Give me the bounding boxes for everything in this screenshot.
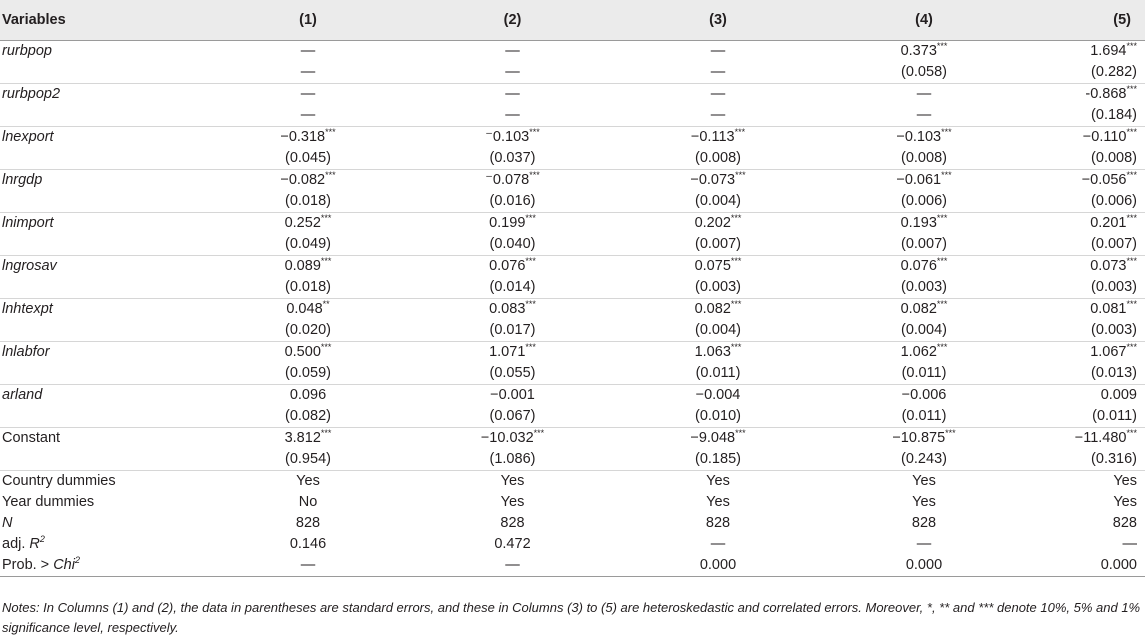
- se-row: [0, 148, 1145, 170]
- coef-value: 0.075: [694, 257, 731, 274]
- stat-cell: Yes: [296, 472, 320, 489]
- stat-label-symbol: Chi: [53, 556, 75, 573]
- stat-cell: Yes: [912, 493, 936, 510]
- significance-stars: ***: [320, 212, 332, 223]
- coef-value: −11.480: [1074, 429, 1127, 446]
- coef-value: 0.048: [286, 300, 323, 317]
- se-cell: (0.282): [1091, 63, 1137, 80]
- se-cell: (0.049): [285, 235, 331, 252]
- se-row: [0, 363, 1145, 385]
- variable-label-empty: [0, 320, 206, 342]
- stat-cell: 0.000: [905, 556, 943, 573]
- se-cell: (0.018): [285, 278, 331, 295]
- coef-value: 1.063: [694, 343, 731, 360]
- stat-cell: —: [710, 535, 726, 552]
- se-row: [0, 277, 1145, 299]
- coef-cell: [615, 126, 821, 148]
- coef-cell: [1027, 126, 1145, 148]
- stat-cell: 828: [705, 514, 731, 531]
- coef-cell: [206, 255, 410, 277]
- se-row: [0, 234, 1145, 256]
- stat-label-superscript: 2: [74, 554, 80, 565]
- se-cell: (0.007): [901, 235, 947, 252]
- significance-stars: ***: [730, 212, 742, 223]
- se-cell: (0.004): [695, 321, 741, 338]
- variable-label: lngrosav: [2, 257, 57, 274]
- se-cell: (0.243): [901, 450, 947, 467]
- coef-value: 1.071: [489, 343, 526, 360]
- coef-cell: [821, 298, 1027, 320]
- stat-cell: 0.000: [699, 556, 737, 573]
- coef-row: [0, 255, 1145, 277]
- coef-value: 0.201: [1090, 214, 1127, 231]
- se-cell: (0.004): [901, 321, 947, 338]
- se-cell: (0.017): [489, 321, 536, 338]
- se-cell: —: [300, 63, 316, 80]
- coef-cell: −0.004: [695, 386, 741, 403]
- variable-label-empty: [0, 406, 206, 428]
- significance-stars: ***: [1126, 341, 1137, 352]
- header-row: [0, 0, 1145, 40]
- se-cell: (0.040): [489, 235, 536, 252]
- coef-value: 0.373: [900, 42, 937, 59]
- stat-cell: No: [298, 493, 318, 510]
- significance-stars: ***: [320, 427, 332, 438]
- significance-stars: ***: [1126, 255, 1137, 266]
- significance-stars: ***: [1126, 169, 1137, 180]
- se-cell: (0.011): [901, 364, 947, 381]
- se-cell: (0.006): [901, 192, 947, 209]
- significance-stars: ***: [936, 212, 948, 223]
- se-cell: (0.006): [1091, 192, 1137, 209]
- coef-row: [0, 169, 1145, 191]
- header-col-5: (5): [1027, 0, 1145, 40]
- coef-value: −9.048: [690, 429, 736, 446]
- significance-stars: ***: [936, 40, 948, 51]
- variable-label: lnlabfor: [2, 343, 50, 360]
- coef-cell: [1027, 255, 1145, 277]
- stat-cell: Yes: [912, 472, 936, 489]
- significance-stars: ***: [320, 255, 332, 266]
- coef-value: 3.812: [284, 429, 321, 446]
- significance-stars: ***: [730, 298, 742, 309]
- se-cell: (0.003): [1091, 321, 1137, 338]
- stat-cell: Yes: [706, 493, 730, 510]
- significance-stars: ***: [1126, 40, 1137, 51]
- stat-label: [0, 470, 206, 492]
- table-body: [0, 40, 1145, 576]
- coef-cell: −0.001: [490, 386, 535, 403]
- coef-value: −0.056: [1081, 171, 1127, 188]
- coef-cell: [206, 427, 410, 449]
- variable-label: lnimport: [2, 214, 54, 231]
- se-row: [0, 449, 1145, 471]
- se-cell: (0.007): [695, 235, 741, 252]
- significance-stars: ***: [941, 169, 952, 180]
- coef-cell: [1027, 169, 1145, 191]
- coef-cell: [615, 255, 821, 277]
- coef-cell: [410, 341, 615, 363]
- coef-value: −10.875: [892, 429, 946, 446]
- se-row: [0, 320, 1145, 342]
- stat-cell: Yes: [500, 472, 525, 489]
- stat-label: [0, 534, 206, 555]
- coef-cell: —: [710, 42, 726, 59]
- variable-label: lnrgdp: [2, 171, 43, 188]
- stat-cell: 828: [911, 514, 937, 531]
- se-cell: (0.020): [285, 321, 331, 338]
- coef-value: ⁻0.078: [485, 171, 530, 188]
- se-row: [0, 191, 1145, 213]
- stat-label-text: Country dummies: [2, 472, 116, 489]
- coef-value: −0.113: [690, 128, 735, 145]
- variable-label-empty: [0, 277, 206, 299]
- stat-label-prefix: adj.: [2, 535, 30, 552]
- stat-cell: 0.146: [289, 535, 327, 552]
- coef-value: 0.089: [284, 257, 321, 274]
- se-cell: —: [300, 106, 316, 123]
- coef-cell: [410, 255, 615, 277]
- coef-value: 0.082: [900, 300, 937, 317]
- variable-label-empty: [0, 105, 206, 127]
- coef-value: −0.082: [280, 171, 326, 188]
- significance-stars: ***: [936, 255, 948, 266]
- stat-cell: Yes: [1113, 493, 1137, 510]
- coef-value: 0.252: [284, 214, 321, 231]
- coef-value: −0.073: [690, 171, 736, 188]
- stat-cell: —: [916, 535, 932, 552]
- coef-cell: [821, 169, 1027, 191]
- coef-cell: [410, 212, 615, 234]
- se-cell: —: [710, 63, 726, 80]
- coef-cell: —: [505, 85, 520, 102]
- stat-cell: Yes: [1113, 472, 1137, 489]
- se-row: [0, 62, 1145, 84]
- se-cell: (0.008): [901, 149, 947, 166]
- coef-value: 1.694: [1090, 42, 1127, 59]
- se-cell: (0.954): [285, 450, 331, 467]
- coef-cell: [615, 427, 821, 449]
- coef-cell: [1027, 427, 1145, 449]
- stat-cell: 828: [500, 514, 525, 531]
- variable-label: lnhtexpt: [2, 300, 53, 317]
- variable-label-empty: [0, 363, 206, 385]
- header-col-4: (4): [821, 0, 1027, 40]
- significance-stars: ***: [529, 126, 540, 137]
- coef-row: [0, 341, 1145, 363]
- stat-row: [0, 470, 1145, 492]
- significance-stars: ***: [525, 255, 536, 266]
- coef-row: [0, 212, 1145, 234]
- stat-cell: Yes: [706, 472, 730, 489]
- se-cell: —: [505, 106, 520, 123]
- coef-cell: [1027, 341, 1145, 363]
- coef-value: 0.202: [694, 214, 731, 231]
- coef-cell: [821, 40, 1027, 62]
- coef-value: 1.067: [1090, 343, 1127, 360]
- se-row: [0, 105, 1145, 127]
- coef-value: 0.193: [900, 214, 937, 231]
- variable-label-empty: [0, 234, 206, 256]
- header-variables: Variables: [0, 0, 206, 40]
- coef-value: 0.076: [489, 257, 526, 274]
- coef-cell: —: [505, 42, 520, 59]
- header-col-1: (1): [206, 0, 410, 40]
- significance-stars: ***: [945, 427, 956, 438]
- se-cell: (0.018): [285, 192, 331, 209]
- significance-stars: ***: [735, 169, 746, 180]
- variable-label: arland: [2, 386, 43, 403]
- coef-cell: [1027, 40, 1145, 62]
- se-cell: (0.011): [695, 364, 741, 381]
- coef-cell: 0.009: [1100, 386, 1137, 403]
- significance-stars: **: [322, 298, 330, 309]
- coef-value: 0.199: [489, 214, 526, 231]
- coef-cell: [615, 341, 821, 363]
- coef-cell: —: [710, 85, 726, 102]
- significance-stars: ***: [734, 126, 746, 137]
- significance-stars: ***: [941, 126, 952, 137]
- coef-row: [0, 298, 1145, 320]
- se-cell: (0.185): [695, 450, 741, 467]
- variable-label: rurbpop: [2, 42, 52, 59]
- variable-label: rurbpop2: [2, 85, 61, 102]
- se-cell: (0.037): [489, 149, 536, 166]
- se-cell: —: [505, 63, 520, 80]
- se-cell: (0.055): [489, 364, 536, 381]
- coef-row: [0, 40, 1145, 62]
- coef-cell: [206, 169, 410, 191]
- stat-cell: —: [300, 556, 316, 573]
- se-cell: (0.059): [285, 364, 331, 381]
- coef-row: [0, 83, 1145, 105]
- coef-row: [0, 384, 1145, 406]
- header-col-2: (2): [410, 0, 615, 40]
- coef-row: [0, 126, 1145, 148]
- significance-stars: ***: [320, 341, 332, 352]
- se-cell: (0.003): [695, 278, 741, 295]
- coef-cell: [821, 427, 1027, 449]
- se-cell: (0.014): [489, 278, 536, 295]
- significance-stars: ***: [730, 341, 742, 352]
- coef-cell: [206, 298, 410, 320]
- coef-cell: [615, 298, 821, 320]
- coef-cell: —: [300, 42, 316, 59]
- stat-row: [0, 513, 1145, 534]
- stat-cell: 828: [295, 514, 321, 531]
- coef-cell: [1027, 298, 1145, 320]
- stat-row: [0, 492, 1145, 513]
- coef-cell: [1027, 212, 1145, 234]
- significance-stars: ***: [325, 126, 336, 137]
- coef-cell: [410, 298, 615, 320]
- coef-cell: [206, 126, 410, 148]
- se-cell: (0.011): [1092, 407, 1137, 424]
- significance-stars: ***: [1126, 298, 1137, 309]
- stat-label-prefix: Prob. >: [2, 556, 54, 573]
- significance-stars: ***: [525, 298, 536, 309]
- stat-cell: 828: [1112, 514, 1137, 531]
- significance-stars: ***: [529, 169, 540, 180]
- coef-cell: [206, 212, 410, 234]
- table-notes: Notes: In Columns (1) and (2), the data in parentheses are standard errors, and these in Columns (3) to (5) are heteroskedastic and correlated errors. Moreover, *, ** and *** denote 10%, 5% and 1% significance level, respectively.: [2, 600, 1141, 635]
- se-cell: (0.184): [1091, 106, 1137, 123]
- stat-label-symbol: N: [2, 514, 13, 531]
- coef-cell: —: [300, 85, 316, 102]
- se-cell: (0.011): [901, 407, 947, 424]
- significance-stars: ***: [735, 427, 746, 438]
- se-cell: (0.016): [489, 192, 536, 209]
- coef-value: −0.061: [896, 171, 942, 188]
- stat-row: [0, 555, 1145, 577]
- se-cell: (0.013): [1091, 364, 1137, 381]
- significance-stars: ***: [1126, 83, 1137, 94]
- significance-stars: ***: [533, 427, 545, 438]
- variable-label: Constant: [2, 429, 61, 446]
- se-cell: (0.007): [1091, 235, 1137, 252]
- stat-label-symbol: R: [29, 535, 40, 552]
- significance-stars: ***: [1126, 126, 1137, 137]
- coef-value: 0.076: [900, 257, 937, 274]
- se-cell: (0.004): [695, 192, 741, 209]
- variable-label-empty: [0, 62, 206, 84]
- se-cell: (0.316): [1091, 450, 1137, 467]
- coef-value: −0.103: [896, 128, 942, 145]
- stat-label: [0, 513, 206, 534]
- stat-row: [0, 534, 1145, 555]
- coef-cell: 0.096: [289, 386, 327, 403]
- coef-value: 0.081: [1090, 300, 1127, 317]
- stat-cell: 0.000: [1100, 556, 1137, 573]
- coef-value: 0.082: [694, 300, 731, 317]
- se-cell: —: [710, 106, 726, 123]
- se-cell: (0.008): [695, 149, 741, 166]
- coef-cell: [410, 169, 615, 191]
- coef-cell: [1027, 83, 1145, 105]
- significance-stars: ***: [730, 255, 742, 266]
- coef-cell: —: [916, 85, 932, 102]
- coef-value: 0.500: [284, 343, 321, 360]
- coef-cell: [410, 427, 615, 449]
- stat-cell: Yes: [500, 493, 525, 510]
- coef-cell: [615, 212, 821, 234]
- significance-stars: ***: [1126, 212, 1137, 223]
- variable-label: lnexport: [2, 128, 54, 145]
- coef-cell: [821, 255, 1027, 277]
- coef-row: [0, 427, 1145, 449]
- coef-cell: [821, 341, 1027, 363]
- se-cell: (0.067): [489, 407, 536, 424]
- coef-value: −10.032: [480, 429, 534, 446]
- variable-label-empty: [0, 449, 206, 471]
- coef-value: 0.073: [1090, 257, 1127, 274]
- significance-stars: ***: [525, 212, 536, 223]
- coef-value: −0.110: [1082, 128, 1127, 145]
- significance-stars: ***: [936, 341, 948, 352]
- coef-cell: [206, 341, 410, 363]
- stat-label: [0, 492, 206, 513]
- stat-cell: —: [505, 556, 520, 573]
- se-cell: (0.082): [285, 407, 331, 424]
- significance-stars: ***: [325, 169, 336, 180]
- stat-label-text: Year dummies: [2, 493, 95, 510]
- significance-stars: ***: [1126, 427, 1137, 438]
- se-cell: (0.008): [1091, 149, 1137, 166]
- stat-cell: 0.472: [494, 535, 531, 552]
- coef-cell: [410, 126, 615, 148]
- se-cell: (0.058): [901, 63, 947, 80]
- coef-value: 1.062: [900, 343, 937, 360]
- stat-label: [0, 555, 206, 577]
- significance-stars: ***: [525, 341, 536, 352]
- se-cell: (0.045): [285, 149, 331, 166]
- significance-stars: ***: [936, 298, 948, 309]
- coef-value: -0.868: [1085, 85, 1127, 102]
- stat-label-superscript: 2: [39, 533, 45, 544]
- coef-cell: [615, 169, 821, 191]
- se-row: [0, 406, 1145, 428]
- coef-value: ⁻0.103: [485, 128, 530, 145]
- coef-cell: −0.006: [901, 386, 947, 403]
- se-cell: (0.003): [1091, 278, 1137, 295]
- se-cell: (0.003): [901, 278, 947, 295]
- se-cell: (1.086): [489, 450, 536, 467]
- coef-cell: [821, 126, 1027, 148]
- header-col-3: (3): [615, 0, 821, 40]
- variable-label-empty: [0, 191, 206, 213]
- variable-label-empty: [0, 148, 206, 170]
- coef-value: −0.318: [280, 128, 326, 145]
- se-cell: —: [916, 106, 932, 123]
- stat-cell: —: [1122, 535, 1137, 552]
- se-cell: (0.010): [695, 407, 741, 424]
- coef-cell: [821, 212, 1027, 234]
- coef-value: 0.083: [489, 300, 526, 317]
